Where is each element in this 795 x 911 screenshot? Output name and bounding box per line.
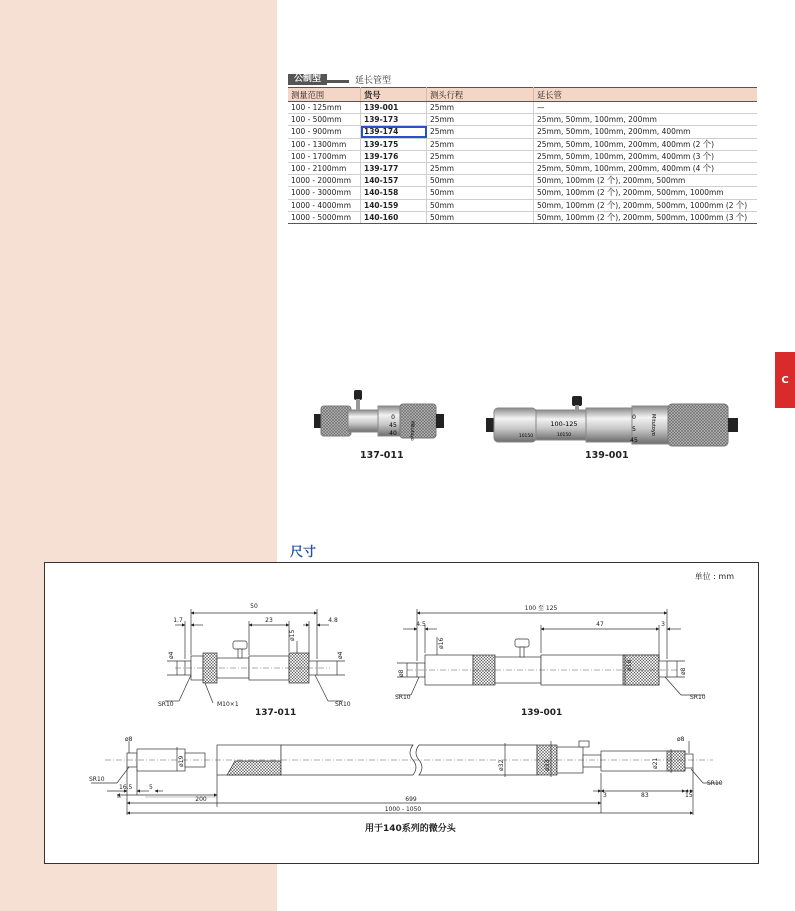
drawing-caption-139: 139-001 — [521, 708, 563, 718]
table-row — [288, 211, 757, 223]
table-row — [288, 187, 757, 199]
sr10-right-139: SR10 — [690, 694, 706, 701]
cell-stroke: 50mm — [427, 187, 534, 199]
dim-23: 23 — [265, 617, 273, 624]
section-tab-label: C — [781, 374, 789, 386]
scale-0: 0 — [391, 414, 395, 421]
cell-code[interactable]: 139-001 — [361, 102, 427, 114]
cell-range: 1000 - 2000mm — [288, 175, 361, 187]
brand-logo: Mitutoyo — [650, 414, 656, 436]
spec-table — [288, 87, 757, 224]
spec-header — [288, 72, 391, 86]
cell-code[interactable]: 140-160 — [361, 211, 427, 223]
dim-47: 47 — [596, 621, 604, 628]
brand-logo: Mitutoyo — [409, 421, 414, 441]
sr10-left-140: SR10 — [89, 776, 105, 783]
cell-stroke: 50mm — [427, 199, 534, 211]
dim-15: 15 — [685, 792, 693, 799]
cell-code[interactable]: 139-174 — [361, 126, 427, 138]
dim-1-7: 1.7 — [173, 617, 183, 624]
spec-subtitle: 延长管型 — [355, 75, 392, 86]
cell-stroke: 25mm — [427, 150, 534, 162]
scale-5: 5 — [632, 426, 636, 433]
drawing-139-001 — [397, 609, 705, 695]
table-row — [288, 114, 757, 126]
cell-range: 100 - 1700mm — [288, 150, 361, 162]
drawing-caption-137: 137-011 — [255, 708, 297, 718]
cell-code[interactable]: 140-157 — [361, 175, 427, 187]
caption-137-011: 137-011 — [360, 450, 404, 461]
dim-3-140: 3 — [603, 792, 607, 799]
col-range: 测量范围 — [288, 88, 361, 102]
cell-stroke: 50mm — [427, 211, 534, 223]
cell-range: 100 - 2100mm — [288, 162, 361, 174]
serial-label-2: 10150 — [518, 434, 534, 439]
cell-code[interactable]: 140-158 — [361, 187, 427, 199]
scale-45: 45 — [630, 437, 638, 444]
cell-stroke: 25mm — [427, 138, 534, 150]
drawing-caption-140: 用于140系列的微分头 — [365, 824, 456, 834]
dim-phi18: ø18 — [626, 659, 633, 671]
table-row — [288, 162, 757, 174]
cell-range: 1000 - 5000mm — [288, 211, 361, 223]
dim-3: 3 — [661, 621, 665, 628]
cell-code[interactable]: 139-173 — [361, 114, 427, 126]
dim-phi16: ø16 — [438, 637, 445, 649]
cell-stroke: 25mm — [427, 162, 534, 174]
cell-code[interactable]: 139-177 — [361, 162, 427, 174]
thread-m10: M10×1 — [217, 701, 239, 708]
cell-stroke: 50mm — [427, 175, 534, 187]
section-tab-c[interactable] — [775, 352, 795, 408]
table-row — [288, 199, 757, 211]
cell-extension: 50mm, 100mm (2 个), 200mm, 500mm — [534, 175, 758, 187]
dim-200: 200 — [195, 796, 207, 803]
table-row — [288, 175, 757, 187]
cell-range: 100 - 125mm — [288, 102, 361, 114]
cell-extension: 50mm, 100mm (2 个), 200mm, 500mm, 1000mm (2 个) — [534, 199, 758, 211]
drawing-137-011 — [165, 609, 345, 703]
cell-stroke: 25mm — [427, 102, 534, 114]
dim-phi8b-140: ø8 — [677, 736, 685, 743]
cell-range: 100 - 900mm — [288, 126, 361, 138]
cell-extension: 25mm, 50mm, 100mm, 200mm, 400mm (3 个) — [534, 150, 758, 162]
dim-phi21: ø21 — [652, 757, 659, 769]
dim-4-5: 4.5 — [416, 621, 426, 628]
cell-code[interactable]: 140-159 — [361, 199, 427, 211]
cell-extension: 25mm, 50mm, 100mm, 200mm, 400mm (4 个) — [534, 162, 758, 174]
sr10-left-137: SR10 — [158, 701, 174, 708]
cell-range: 100 - 500mm — [288, 114, 361, 126]
dim-4-8: 4.8 — [328, 617, 338, 624]
type-divider — [327, 80, 349, 83]
drawing-svg — [45, 563, 758, 863]
sr10-left-139: SR10 — [395, 694, 411, 701]
cell-range: 1000 - 3000mm — [288, 187, 361, 199]
dim-5: 5 — [149, 784, 153, 791]
caption-139-001: 139-001 — [585, 450, 629, 461]
drawing-140-series — [91, 741, 721, 815]
scale-40: 40 — [389, 430, 397, 437]
cell-extension: 25mm, 50mm, 100mm, 200mm — [534, 114, 758, 126]
cell-code[interactable]: 139-176 — [361, 150, 427, 162]
photo-137-011 — [312, 384, 458, 454]
cell-extension: 25mm, 50mm, 100mm, 200mm, 400mm — [534, 126, 758, 138]
table-row — [288, 150, 757, 162]
dimension-drawing — [44, 562, 759, 864]
table-row — [288, 102, 757, 114]
col-code: 货号 — [361, 88, 427, 102]
dim-phi19: ø19 — [178, 755, 185, 767]
cell-code[interactable]: 139-175 — [361, 138, 427, 150]
cell-range: 100 - 1300mm — [288, 138, 361, 150]
sr10-right-140: SR10 — [707, 780, 723, 787]
dim-phi4a: ø4 — [168, 651, 175, 659]
serial-label: 10150 — [556, 433, 572, 438]
sr10-right-137: SR10 — [335, 701, 351, 708]
table-row — [288, 126, 757, 138]
spec-header-row — [288, 88, 757, 102]
cell-extension: 50mm, 100mm (2 个), 200mm, 500mm, 1000mm — [534, 187, 758, 199]
dim-699: 699 — [405, 796, 417, 803]
table-row — [288, 138, 757, 150]
col-extension: 延长管 — [534, 88, 758, 102]
scale-0: 0 — [632, 414, 636, 421]
dim-phi15: ø15 — [289, 629, 296, 641]
dim-100-125: 100 至 125 — [524, 605, 558, 612]
section-title-dimensions: 尺寸 — [290, 545, 317, 560]
dim-83: 83 — [641, 792, 649, 799]
dim-16-5: 16.5 — [119, 784, 133, 791]
dim-phi32: ø32 — [498, 759, 505, 771]
dim-phi33: ø33 — [544, 759, 551, 771]
type-label: 公制型 — [288, 74, 327, 85]
unit-label: 单位 : mm — [694, 572, 734, 581]
cell-stroke: 25mm — [427, 114, 534, 126]
dim-phi8b: ø8 — [680, 667, 687, 675]
dim-total: 1000 - 1050 — [384, 806, 422, 813]
cell-stroke: 25mm — [427, 126, 534, 138]
dim-phi8a-140: ø8 — [125, 736, 133, 743]
cell-extension: 25mm, 50mm, 100mm, 200mm, 400mm (2 个) — [534, 138, 758, 150]
cell-range: 1000 - 4000mm — [288, 199, 361, 211]
cell-extension: — — [534, 102, 758, 114]
photo-139-001 — [484, 392, 746, 454]
dim-50: 50 — [250, 603, 258, 610]
scale-45: 45 — [389, 422, 397, 429]
dim-phi4b: ø4 — [337, 651, 344, 659]
cell-extension: 50mm, 100mm (2 个), 200mm, 500mm, 1000mm (3 个) — [534, 211, 758, 223]
range-label: 100-125 — [550, 420, 578, 428]
dim-phi8a: ø8 — [398, 669, 405, 677]
col-stroke: 测头行程 — [427, 88, 534, 102]
